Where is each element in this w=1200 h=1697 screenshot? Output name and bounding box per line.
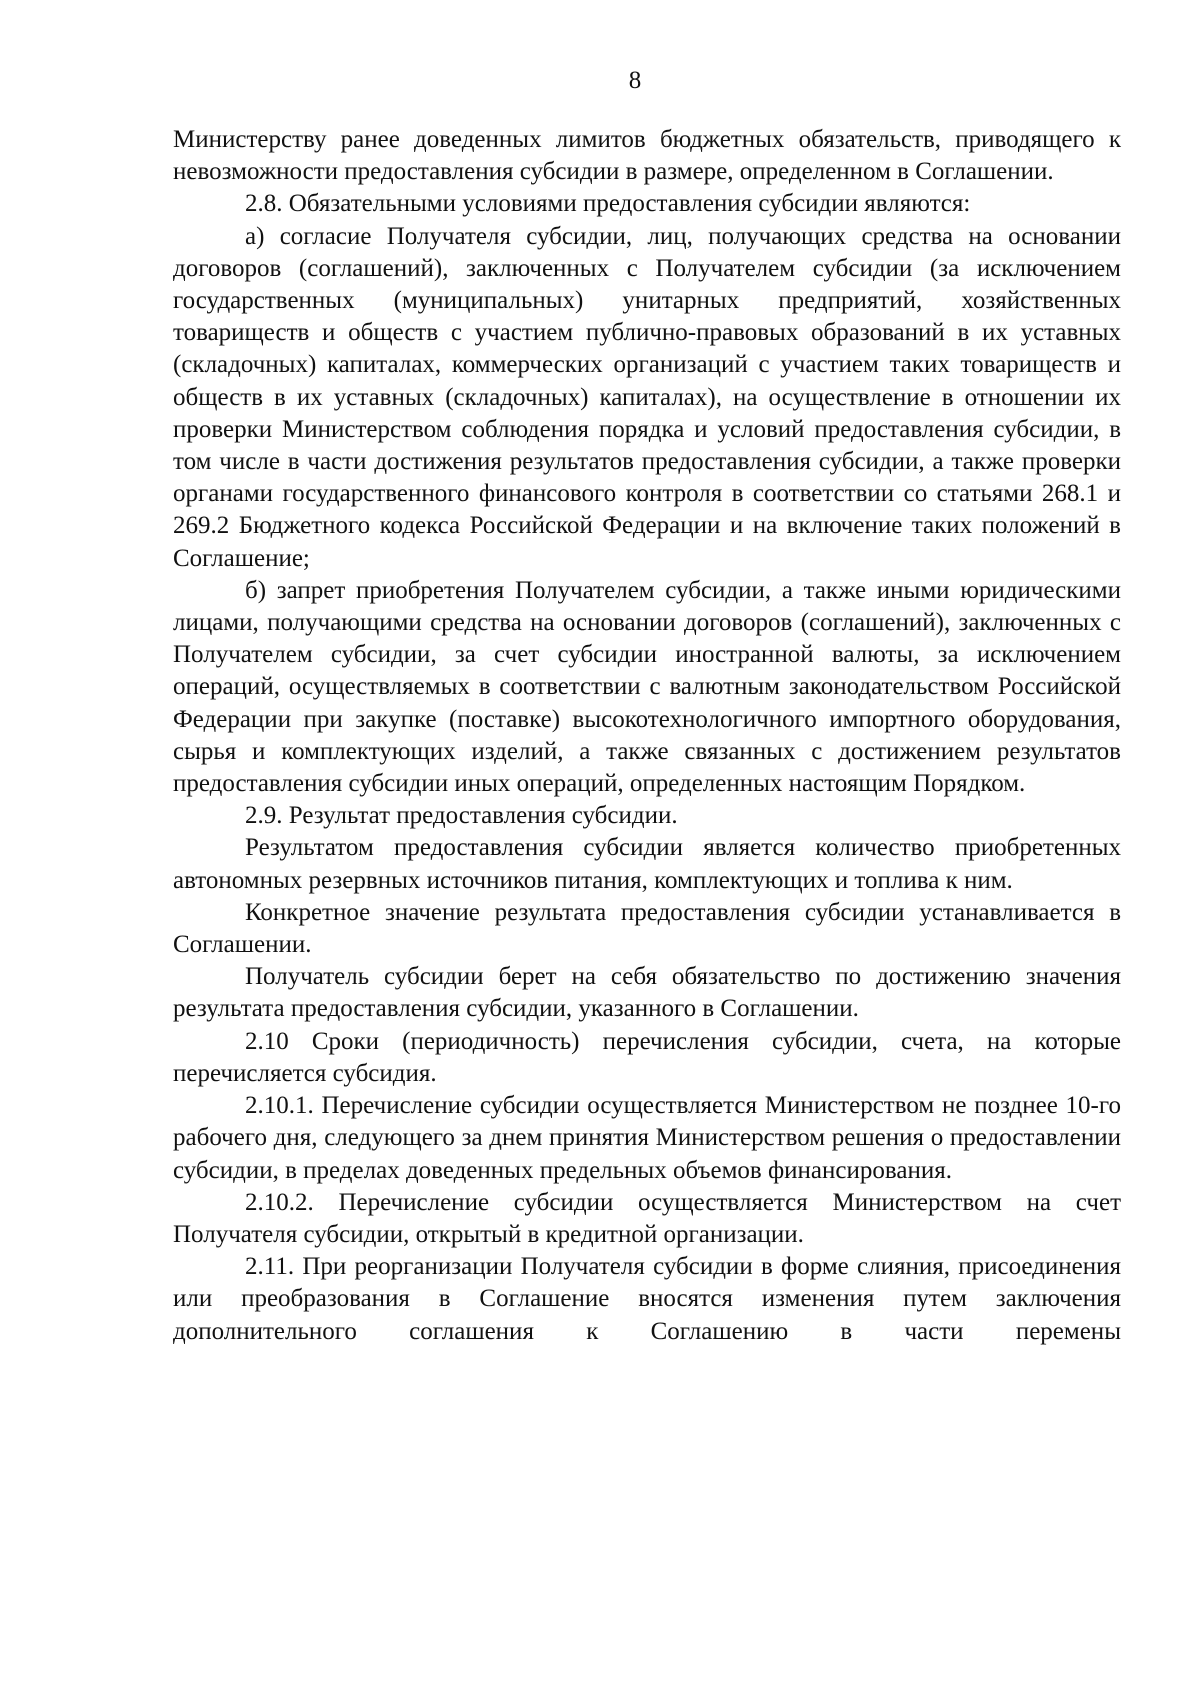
page-number: 8: [628, 67, 642, 94]
paragraph-2-9-obligation: Получатель субсидии берет на себя обязательство по достижению значения результата предоставления субсидии, указанного в Соглашении.: [173, 963, 1121, 1023]
paragraph-continuation: Министерству ранее доведенных лимитов бюджетных обязательств, приводящего к невозможности предоставления субсидии в размере, определенном в Соглашении.: [173, 126, 1121, 186]
paragraph-2-11: 2.11. При реорганизации Получателя субсидии в форме слияния, присоединения или преобразования в Соглашение вносятся изменения путем заключения дополнительного соглашения к Соглашению в части перемены: [173, 1253, 1121, 1345]
paragraph-2-8-a: а) согласие Получателя субсидии, лиц, получающих средства на основании договоров (соглашений), заключенных с Получателем субсидии (за исключением государственных (муниципальных) унитарных предприятий, хозяйственных товариществ и обществ с участием публично-правовых образований в их уставных (складочных) капиталах, коммерческих организаций с участием таких товариществ и обществ в их уставных (складочных) капиталах), на осуществление в отношении их проверки Министерством соблюдения порядка и условий предоставления субсидии, в том числе в части достижения результатов предоставления субсидии, а также проверки органами государственного финансового контроля в соответствии со статьями 268.1 и 269.2 Бюджетного кодекса Российской Федерации и на включение таких положений в Соглашение;: [173, 222, 1121, 572]
paragraph-2-8-heading: 2.8. Обязательными условиями предоставления субсидии являются:: [245, 190, 971, 218]
paragraph-2-10-2: 2.10.2. Перечисление субсидии осуществляется Министерством на счет Получателя субсидии, открытый в кредитной организации.: [173, 1188, 1121, 1248]
document-body: [173, 124, 1121, 1348]
paragraph-2-9-result: Результатом предоставления субсидии является количество приобретенных автономных резервных источников питания, комплектующих и топлива к ним.: [173, 834, 1121, 894]
paragraph-2-9-heading: 2.9. Результат предоставления субсидии.: [245, 802, 678, 830]
paragraph-2-10-heading: 2.10 Сроки (периодичность) перечисления субсидии, счета, на которые перечисляется субсидия.: [173, 1027, 1121, 1087]
paragraph-2-9-value: Конкретное значение результата предоставления субсидии устанавливается в Соглашении.: [173, 898, 1121, 959]
paragraph-2-8-b: б) запрет приобретения Получателем субсидии, а также иными юридическими лицами, получающими средства на основании договоров (соглашений), заключенных с Получателем субсидии, за счет субсидии иностранной валюты, за исключением операций, осуществляемых в соответствии с валютным законодательством Российской Федерации при закупке (поставке) высокотехнологичного импортного оборудования, сырья и комплектующих изделий, а также связанных с достижением результатов предоставления субсидии иных операций, определенных настоящим Порядком.: [173, 576, 1121, 798]
paragraph-2-10-1: 2.10.1. Перечисление субсидии осуществляется Министерством не позднее 10-го рабочего дня, следующего за днем принятия Министерством решения о предоставлении субсидии, в пределах доведенных предельных объемов финансирования.: [173, 1092, 1121, 1184]
